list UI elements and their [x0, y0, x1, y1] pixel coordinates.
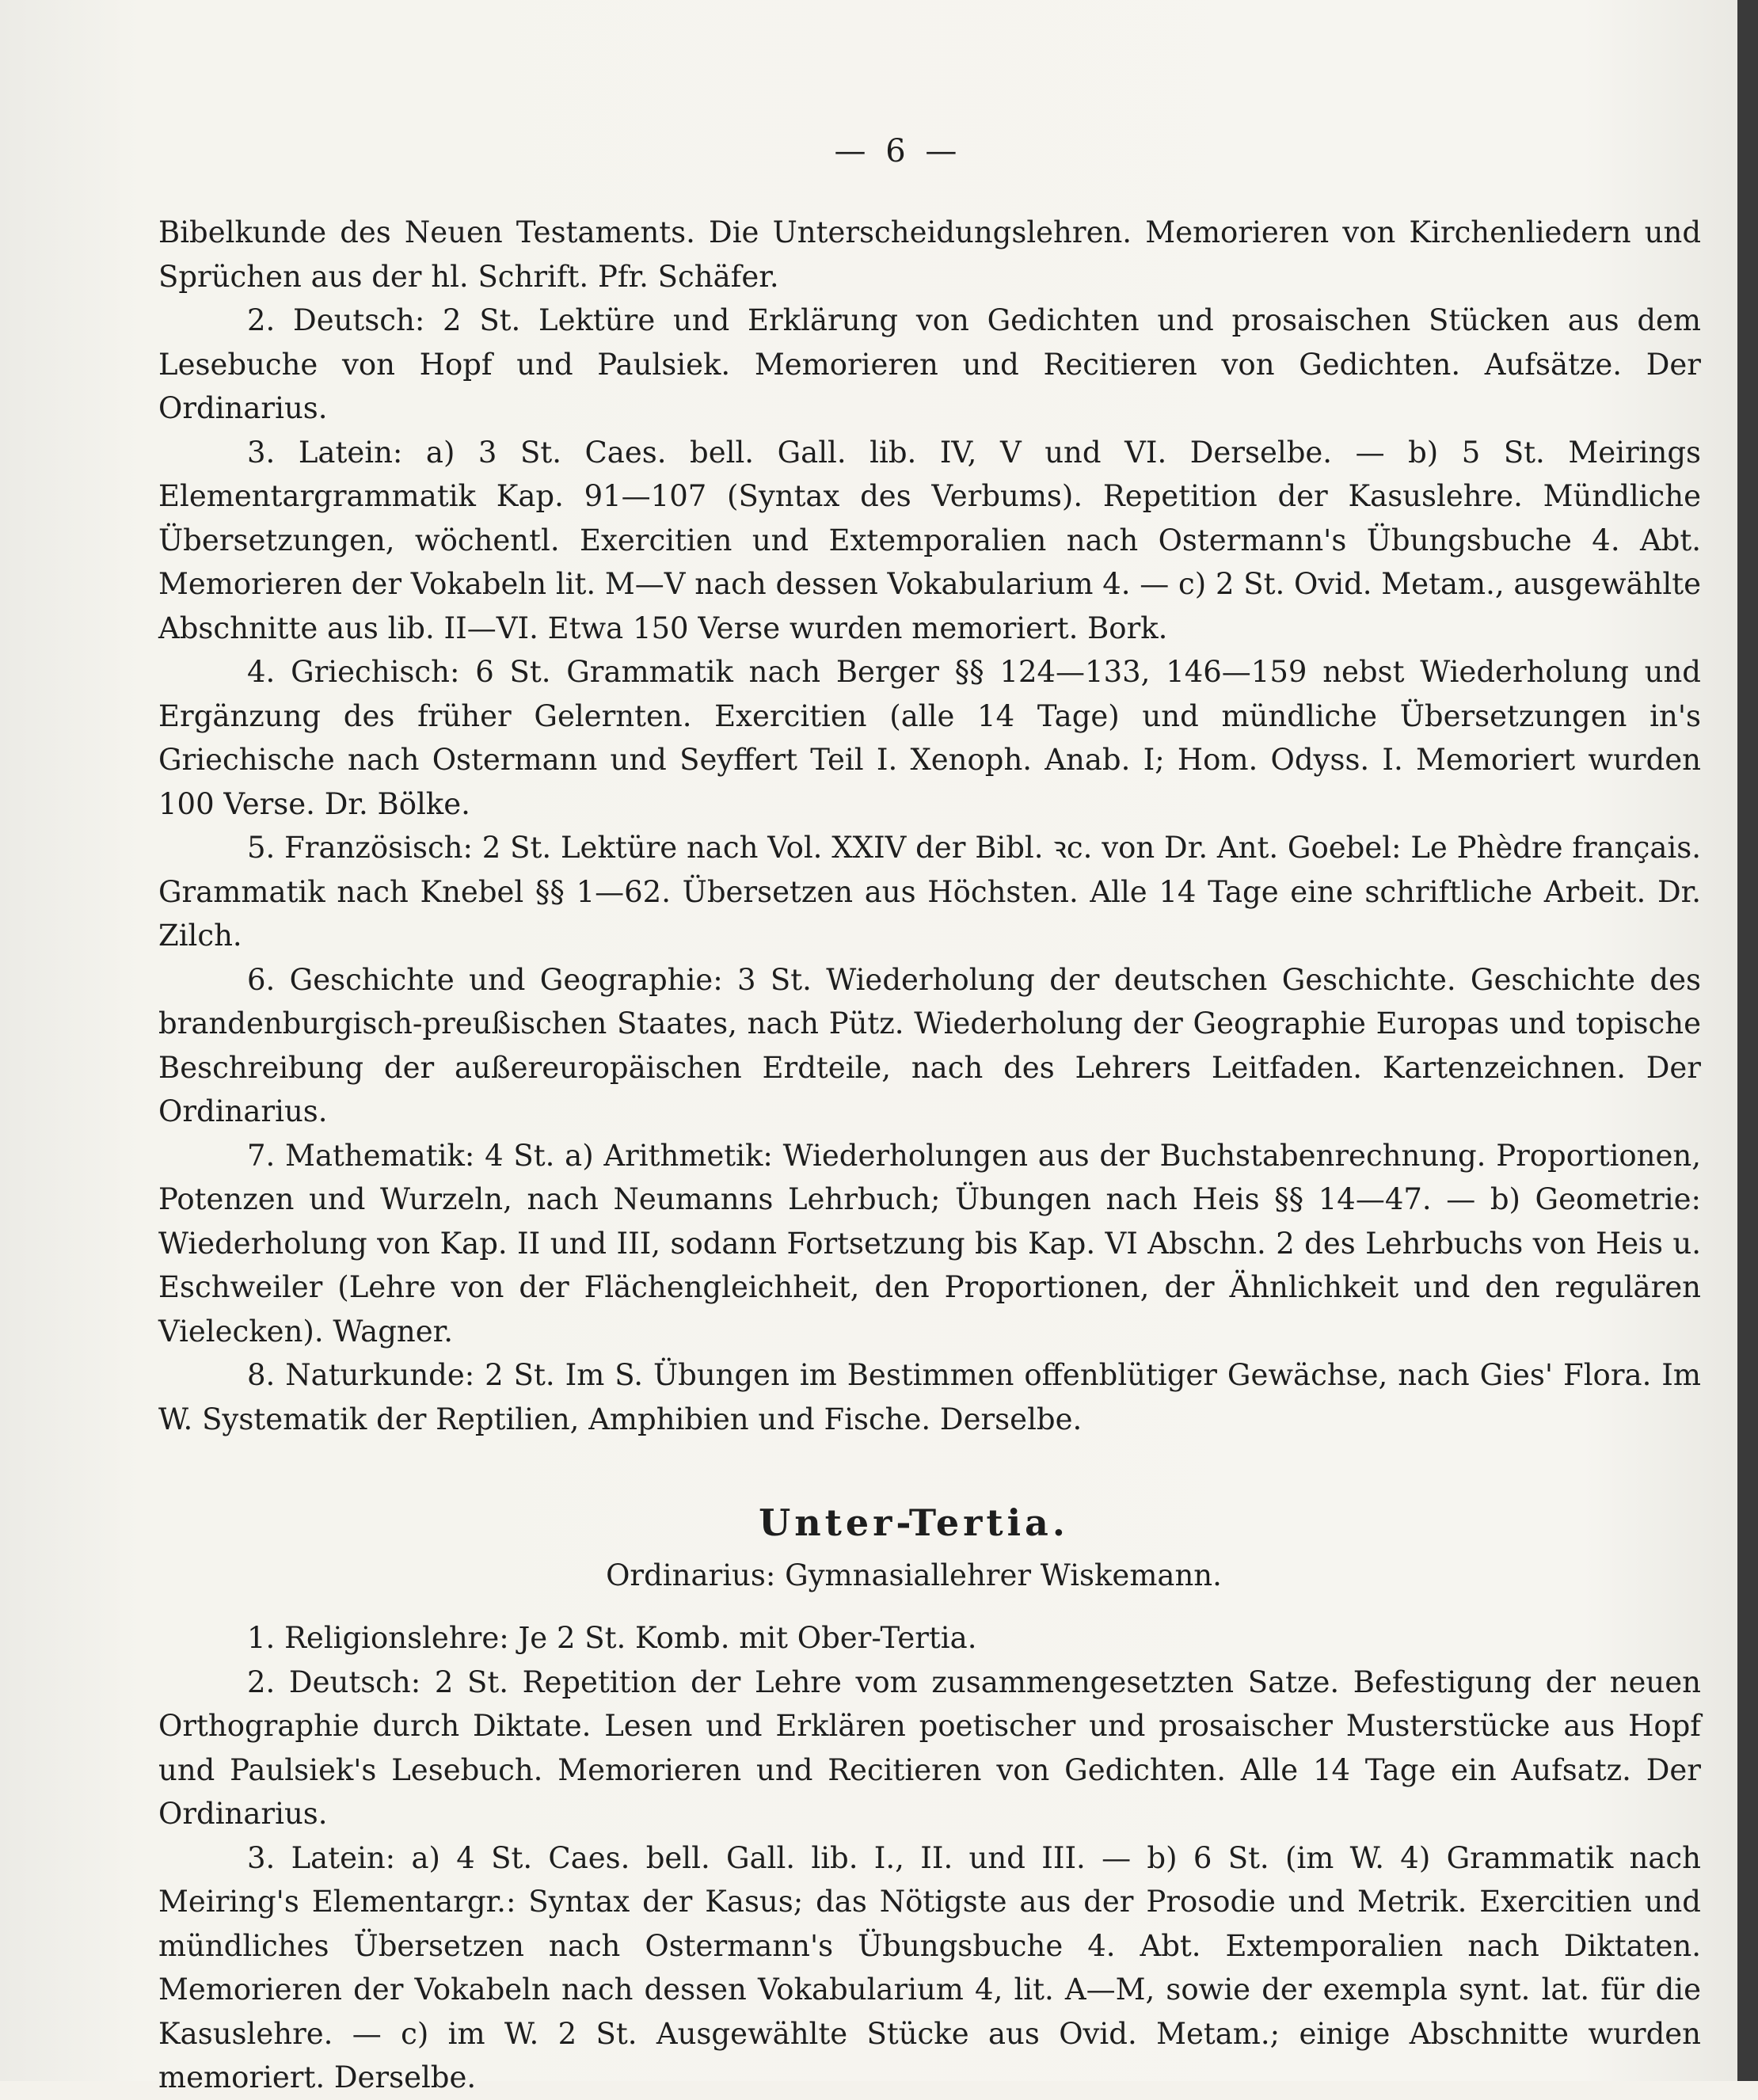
page-number: — 6 —	[834, 133, 962, 169]
subject-religionslehre: 1. Religionslehre: Je 2 St. Komb. mit Ober-Tertia.	[247, 1621, 977, 1655]
section-title: Unter-Tertia.	[759, 1501, 1069, 1544]
subject-griechisch: 4. Griechisch: 6 St. Grammatik nach Berger §§ 124—133, 146—159 nebst Wiederholung und Ergänzung des früher Gelernten. Exercitien (alle 14 Tage) und mündliche Übersetzungen in's Griechische nach Ostermann und Seyffert Teil I. Xenoph. Anab. I; Hom. Odyss. I. Memoriert wurden 100 Verse. Dr. Bölke.	[158, 655, 1701, 821]
subject-latein-ut: 3. Latein: a) 4 St. Caes. bell. Gall. lib. I., II. und III. — b) 6 St. (im W. 4) Grammatik nach Meiring's Elementargr.: Syntax der Kasus; das Nötigste aus der Prosodie und Metrik. Exercitien und mündliches Übersetzen nach Ostermann's Übungsbuche 4. Abt. Extemporalien nach Diktaten. Memorieren der Vokabeln nach dessen Vokabularium 4, lit. A—M, sowie der exempla synt. lat. für die Kasuslehre. — c) im W. 2 St. Ausgewählte Stücke aus Ovid. Metam.; einige Abschnitte wurden memoriert. Derselbe.	[158, 1840, 1701, 2094]
subject-naturkunde: 8. Naturkunde: 2 St. Im S. Übungen im Bestimmen offenblütiger Gewächse, nach Gies' Flora. Im W. Systematik der Reptilien, Amphibien und Fische. Derselbe.	[158, 1358, 1701, 1436]
continuation-paragraph: Bibelkunde des Neuen Testaments. Die Unterscheidungslehren. Memorieren von Kirchenliedern und Sprüchen aus der hl. Schrift. Pfr. Schäfer.	[158, 215, 1701, 294]
subject-mathematik: 7. Mathematik: 4 St. a) Arithmetik: Wiederholungen aus der Buchstabenrechnung. Proportionen, Potenzen und Wurzeln, nach Neumanns Lehrbuch; Übungen nach Heis §§ 14—47. — b) Geometrie: Wiederholung von Kap. II und III, sodann Fortsetzung bis Kap. VI Abschn. 2 des Lehrbuchs von Heis u. Eschweiler (Lehre von der Flächengleichheit, den Proportionen, der Ähnlichkeit und den regulären Vielecken). Wagner.	[158, 1138, 1701, 1349]
subject-franzoesisch: 5. Französisch: 2 St. Lektüre nach Vol. XXIV der Bibl. ꝛc. von Dr. Ant. Goebel: Le Phèdre français. Grammatik nach Knebel §§ 1—62. Übersetzen aus Höchsten. Alle 14 Tage eine schriftliche Arbeit. Dr. Zilch.	[158, 831, 1701, 953]
unter-tertia-section	[158, 1501, 1701, 2100]
subject-geschichte-geographie: 6. Geschichte und Geographie: 3 St. Wiederholung der deutschen Geschichte. Geschichte des brandenburgisch-preußischen Staates, nach Pütz. Wiederholung der Geographie Europas und topische Beschreibung der außereuropäischen Erdteile, nach des Lehrers Leitfaden. Kartenzeichnen. Der Ordinarius.	[158, 962, 1701, 1128]
subject-deutsch-ut: 2. Deutsch: 2 St. Repetition der Lehre vom zusammengesetzten Satze. Befestigung der neuen Orthographie durch Diktate. Lesen und Erklären poetischer und prosaischer Musterstücke aus Hopf und Paulsiek's Lesebuch. Memorieren und Recitieren von Gedichten. Alle 14 Tage ein Aufsatz. Der Ordinarius.	[158, 1664, 1701, 1831]
scan-edge	[1737, 0, 1758, 2081]
subject-latein: 3. Latein: a) 3 St. Caes. bell. Gall. lib. IV, V und VI. Derselbe. — b) 5 St. Meirings Elementargrammatik Kap. 91—107 (Syntax des Verbums). Repetition der Kasuslehre. Mündliche Übersetzungen, wöchentl. Exercitien und Extemporalien nach Ostermann's Übungsbuche 4. Abt. Memorieren der Vokabeln lit. M—V nach dessen Vokabularium 4. — c) 2 St. Ovid. Metam., ausgewählte Abschnitte aus lib. II—VI. Etwa 150 Verse wurden memoriert. Bork.	[158, 435, 1701, 645]
subject-deutsch: 2. Deutsch: 2 St. Lektüre und Erklärung von Gedichten und prosaischen Stücken aus dem Lesebuche von Hopf und Paulsiek. Memorieren und Recitieren von Gedichten. Aufsätze. Der Ordinarius.	[158, 303, 1701, 425]
section-subtitle: Ordinarius: Gymnasiallehrer Wiskemann.	[606, 1558, 1222, 1592]
upper-section	[158, 211, 1701, 1441]
